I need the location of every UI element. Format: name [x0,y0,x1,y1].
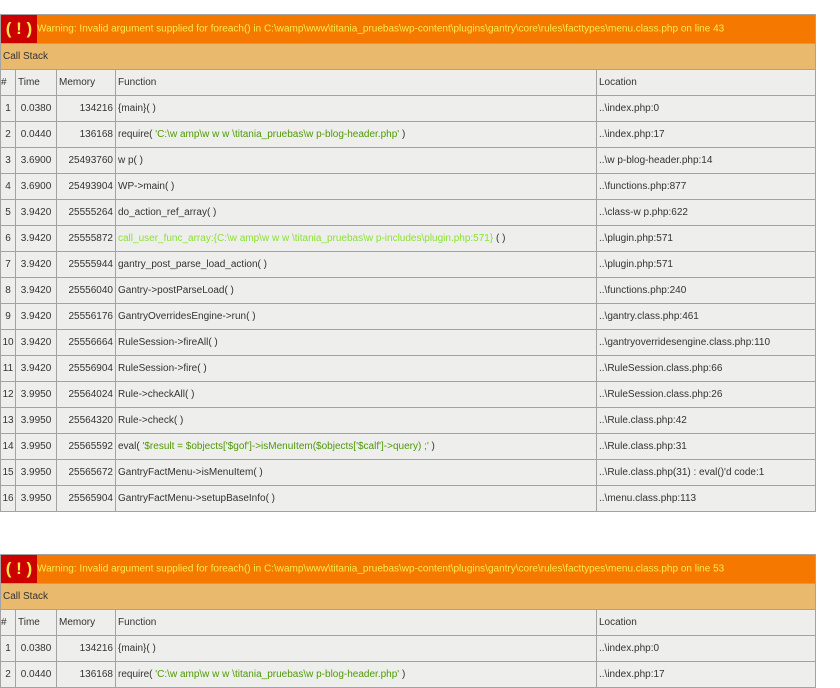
column-header-row [1,70,816,96]
function-name: w p( ) [118,155,143,166]
frame-location: ..\RuleSession.class.php:26 [597,382,816,408]
frame-location: ..\index.php:17 [597,662,816,688]
frame-location: ..\menu.class.php:113 [597,486,816,512]
callback-reference: call_user_func_array:{C:\w amp\w w w \titania_pruebas\w p-includes\plugin.php:571} [118,233,494,244]
frame-memory: 25565672 [57,460,116,486]
frame-number: 2 [1,662,16,688]
frame-memory: 25565904 [57,486,116,512]
stack-frame-row [1,460,816,486]
frame-function [116,148,597,174]
warning-cell [1,555,816,584]
stack-frame-row [1,382,816,408]
frame-time: 3.9950 [16,382,57,408]
frame-memory: 25565592 [57,434,116,460]
col-time-header: Time [16,610,57,636]
stack-frame-row [1,636,816,662]
warning-cell [1,15,816,44]
stack-frame-row [1,278,816,304]
frame-memory: 25555872 [57,226,116,252]
function-name: GantryOverridesEngine->run( ) [118,311,256,322]
col-number-header: # [1,610,16,636]
function-name: Gantry->postParseLoad( ) [118,285,234,296]
function-argument: '$result = $objects['$gof']->isMenuItem($objects['$calf']->query) ;' [142,441,429,452]
frame-time: 0.0380 [16,96,57,122]
frame-location: ..\plugin.php:571 [597,252,816,278]
frame-memory: 25556176 [57,304,116,330]
stack-frame-row [1,662,816,688]
col-location-header: Location [597,70,816,96]
frame-function [116,330,597,356]
frame-number: 4 [1,174,16,200]
frame-number: 15 [1,460,16,486]
frame-location: ..\Rule.class.php:42 [597,408,816,434]
col-function-header: Function [116,70,597,96]
function-argument: 'C:\w amp\w w w \titania_pruebas\w p-blog-header.php' [155,129,400,140]
function-name: {main}( ) [118,643,156,654]
frame-number: 7 [1,252,16,278]
stack-frame-row [1,96,816,122]
function-name: GantryFactMenu->setupBaseInfo( ) [118,493,276,504]
frame-location: ..\class-w p.php:622 [597,200,816,226]
frame-memory: 25556664 [57,330,116,356]
frame-memory: 25555944 [57,252,116,278]
frame-location: ..\functions.php:240 [597,278,816,304]
xdebug-error-table [0,14,816,512]
frame-function [116,408,597,434]
warning-row [1,15,816,44]
stack-frame-row [1,408,816,434]
frame-function [116,96,597,122]
frame-location: ..\index.php:0 [597,96,816,122]
frame-time: 3.9420 [16,200,57,226]
call-stack-label: Call Stack [1,44,816,70]
frame-location: ..\functions.php:877 [597,174,816,200]
frame-function [116,460,597,486]
frame-time: 3.6900 [16,148,57,174]
frame-function [116,122,597,148]
frame-time: 3.9420 [16,226,57,252]
function-close: ) [428,441,435,452]
stack-frame-row [1,122,816,148]
frame-location: ..\w p-blog-header.php:14 [597,148,816,174]
frame-memory: 25555264 [57,200,116,226]
frame-function [116,662,597,688]
frame-number: 2 [1,122,16,148]
frame-memory: 134216 [57,96,116,122]
stack-frame-row [1,304,816,330]
frame-number: 5 [1,200,16,226]
function-name: WP->main( ) [118,181,175,192]
frame-time: 3.9950 [16,408,57,434]
frame-memory: 25556904 [57,356,116,382]
frame-number: 1 [1,636,16,662]
frame-memory: 136168 [57,122,116,148]
stack-frame-row [1,148,816,174]
frame-location: ..\plugin.php:571 [597,226,816,252]
warning-row [1,555,816,584]
stack-frame-row [1,174,816,200]
frame-memory: 25564320 [57,408,116,434]
frame-location: ..\index.php:0 [597,636,816,662]
frame-number: 11 [1,356,16,382]
frame-number: 8 [1,278,16,304]
function-close: ) [399,669,406,680]
function-name: GantryFactMenu->isMenuItem( ) [118,467,263,478]
stack-frame-row [1,330,816,356]
frame-memory: 25493904 [57,174,116,200]
function-name: require( [118,669,156,680]
function-name: Rule->checkAll( ) [118,389,195,400]
stack-frame-row [1,434,816,460]
function-name: RuleSession->fireAll( ) [118,337,218,348]
frame-location: ..\gantry.class.php:461 [597,304,816,330]
function-name: {main}( ) [118,103,156,114]
stack-frame-row [1,226,816,252]
frame-memory: 25556040 [57,278,116,304]
frame-function [116,304,597,330]
function-name: Rule->check( ) [118,415,184,426]
frame-memory: 25564024 [57,382,116,408]
frame-time: 0.0440 [16,662,57,688]
frame-number: 16 [1,486,16,512]
col-location-header: Location [597,610,816,636]
xdebug-error-table [0,554,816,688]
function-argument: 'C:\w amp\w w w \titania_pruebas\w p-blog-header.php' [155,669,400,680]
frame-time: 3.9950 [16,486,57,512]
warning-message: Warning: Invalid argument supplied for foreach() in C:\wamp\www\titania_pruebas\wp-content\plugins\gantry\core\rules\facttypes\menu.class.php on line 43 [37,23,725,35]
stack-frame-row [1,200,816,226]
frame-number: 12 [1,382,16,408]
frame-time: 3.9950 [16,460,57,486]
function-name: gantry_post_parse_load_action( ) [118,259,267,270]
frame-number: 13 [1,408,16,434]
col-time-header: Time [16,70,57,96]
frame-time: 3.9420 [16,304,57,330]
frame-location: ..\gantryoverridesengine.class.php:110 [597,330,816,356]
frame-function [116,174,597,200]
warning-icon: ( ! ) [1,555,37,583]
col-function-header: Function [116,610,597,636]
frame-memory: 25493760 [57,148,116,174]
frame-function [116,252,597,278]
frame-location: ..\Rule.class.php(31) : eval()'d code:1 [597,460,816,486]
frame-time: 3.9420 [16,252,57,278]
function-name: RuleSession->fire( ) [118,363,207,374]
stack-frame-row [1,356,816,382]
frame-number: 3 [1,148,16,174]
frame-location: ..\RuleSession.class.php:66 [597,356,816,382]
stack-frame-row [1,486,816,512]
warning-icon: ( ! ) [1,15,37,43]
call-stack-header [1,584,816,610]
function-name: eval( [118,441,143,452]
frame-function [116,382,597,408]
frame-time: 3.9420 [16,278,57,304]
frame-number: 1 [1,96,16,122]
function-close: ) [399,129,406,140]
frame-function [116,356,597,382]
col-memory-header: Memory [57,70,116,96]
frame-time: 3.9420 [16,356,57,382]
warning-message: Warning: Invalid argument supplied for foreach() in C:\wamp\www\titania_pruebas\wp-content\plugins\gantry\core\rules\facttypes\menu.class.php on line 53 [37,563,725,575]
frame-number: 6 [1,226,16,252]
frame-function [116,226,597,252]
col-number-header: # [1,70,16,96]
frame-time: 0.0380 [16,636,57,662]
frame-location: ..\index.php:17 [597,122,816,148]
frame-time: 3.9950 [16,434,57,460]
column-header-row [1,610,816,636]
call-stack-header [1,44,816,70]
frame-time: 0.0440 [16,122,57,148]
col-memory-header: Memory [57,610,116,636]
frame-function [116,434,597,460]
frame-number: 9 [1,304,16,330]
frame-function [116,486,597,512]
stack-frame-row [1,252,816,278]
frame-memory: 134216 [57,636,116,662]
frame-number: 10 [1,330,16,356]
frame-location: ..\Rule.class.php:31 [597,434,816,460]
frame-number: 14 [1,434,16,460]
frame-time: 3.9420 [16,330,57,356]
function-close: ( ) [493,233,506,244]
frame-time: 3.6900 [16,174,57,200]
frame-function [116,636,597,662]
frame-function [116,278,597,304]
function-name: do_action_ref_array( ) [118,207,217,218]
function-name: require( [118,129,156,140]
frame-memory: 136168 [57,662,116,688]
frame-function [116,200,597,226]
call-stack-label: Call Stack [1,584,816,610]
